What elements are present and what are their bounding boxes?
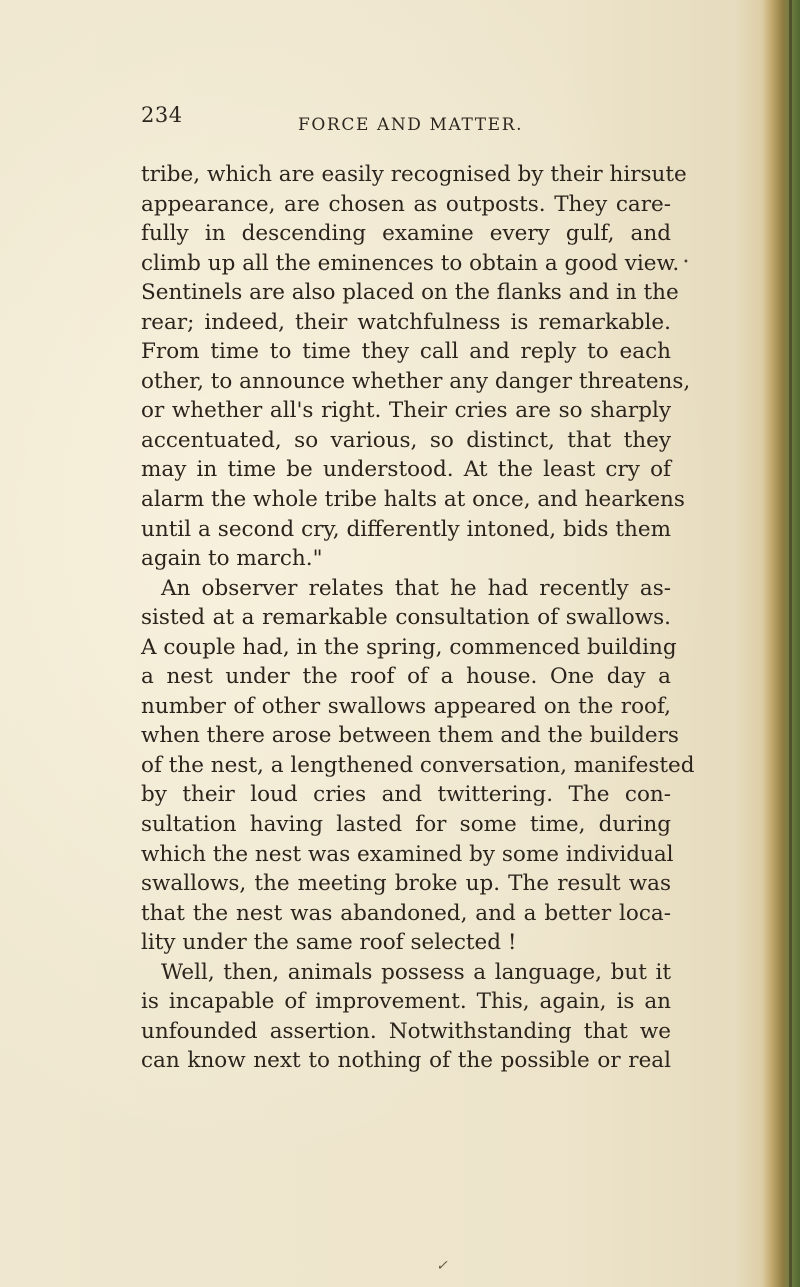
text-line: rear; indeed, their watchfulness is remarkable.: [141, 309, 671, 335]
text-line: other, to announce whether any danger threatens,: [141, 368, 691, 394]
text-line: climb up all the eminences to obtain a good view.: [141, 250, 680, 276]
text-line: can know next to nothing of the possible or real: [141, 1048, 671, 1074]
text-line: again to march.": [141, 546, 323, 572]
text-line: of the nest, a lengthened conversation, manifested: [141, 752, 695, 778]
page-gutter-shadow: [762, 0, 800, 1287]
text-line: accentuated, so various, so distinct, that they: [141, 427, 671, 453]
running-head: FORCE AND MATTER.: [298, 115, 524, 135]
text-line: is incapable of improvement. This, again, is an: [141, 989, 671, 1015]
text-line: by their loud cries and twittering. The con-: [141, 782, 671, 808]
text-line: tribe, which are easily recognised by their hirsute: [141, 162, 687, 187]
text-line: fully in descending examine every gulf, and: [141, 221, 671, 247]
text-line: appearance, are chosen as outposts. They care-: [141, 191, 671, 217]
text-line: may in time be understood. At the least cry of: [141, 457, 671, 483]
text-line: From time to time they call and reply to each: [141, 339, 671, 365]
text-line: lity under the same roof selected !: [141, 930, 517, 956]
margin-speck: •: [683, 257, 689, 268]
body-text: [141, 160, 695, 1076]
text-line: until a second cry, differently intoned, bids them: [141, 516, 671, 542]
text-line: Well, then, animals possess a language, but it: [161, 959, 671, 985]
text-line: A couple had, in the spring, commenced building: [141, 634, 677, 660]
text-line: or whether all's right. Their cries are so sharply: [141, 398, 671, 424]
text-line: sisted at a remarkable consultation of swallows.: [141, 605, 671, 631]
text-line: swallows, the meeting broke up. The result was: [141, 871, 671, 897]
text-line: unfounded assertion. Notwithstanding that we: [141, 1018, 671, 1044]
text-line: which the nest was examined by some individual: [141, 841, 674, 867]
text-line: that the nest was abandoned, and a better loca-: [141, 900, 671, 926]
text-line: alarm the whole tribe halts at once, and hearkens: [141, 487, 685, 513]
text-line: number of other swallows appeared on the roof,: [141, 693, 671, 719]
ink-mark: ✓: [436, 1258, 448, 1274]
text-line: when there arose between them and the builders: [141, 723, 679, 749]
text-line: Sentinels are also placed on the flanks and in the: [141, 280, 679, 306]
text-line: sultation having lasted for some time, during: [141, 812, 671, 838]
text-line: a nest under the roof of a house. One day a: [141, 664, 671, 690]
page-edge: [789, 0, 792, 1287]
text-line: An observer relates that he had recently as-: [161, 575, 671, 601]
page-number: 234: [141, 103, 183, 127]
